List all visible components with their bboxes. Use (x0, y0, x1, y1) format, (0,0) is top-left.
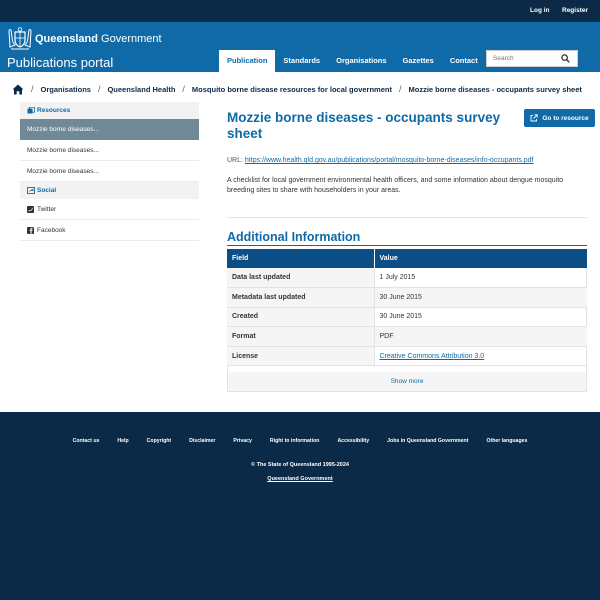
resource-description: A checklist for local government environmental health officers, and some information about dengue mosquito breeding sites to share with householders in your areas. (227, 177, 564, 194)
login-link[interactable]: Log in (530, 7, 550, 14)
facebook-label: Facebook (37, 226, 66, 234)
home-icon[interactable] (12, 84, 24, 95)
nav-organisations[interactable]: Organisations (336, 56, 387, 65)
table-cell-value: 30 June 2015 (374, 288, 587, 308)
table-row (227, 288, 587, 308)
breadcrumb (12, 82, 582, 96)
table-cell-value: 30 June 2015 (374, 307, 587, 327)
external-link-icon (530, 114, 538, 122)
additional-info-heading: Additional Information (227, 230, 361, 244)
portal-title[interactable]: Publications portal (7, 55, 114, 70)
table-row (227, 327, 587, 347)
twitter-label: Twitter (37, 205, 57, 213)
content-divider (227, 217, 587, 218)
share-icon (27, 187, 35, 194)
footer-link-accessibility[interactable]: Accessibility (337, 438, 370, 444)
main-nav (219, 50, 486, 72)
table-cell-field: Created (227, 307, 374, 327)
breadcrumb-separator: / (182, 84, 185, 94)
sidebar-resources-heading (20, 102, 199, 119)
license-link[interactable]: Creative Commons Attribution 3.0 (379, 352, 485, 360)
sidebar-social-heading (20, 182, 199, 199)
qld-crest-icon (6, 27, 34, 51)
breadcrumb-separator: / (97, 84, 101, 94)
site-footer (0, 412, 600, 600)
go-to-resource-label: Go to resource (542, 114, 589, 122)
show-more-button[interactable]: Show more (227, 372, 587, 392)
page-title: Mozzie borne diseases - occupants survey sheet (227, 110, 501, 141)
sidebar-social-facebook[interactable] (20, 220, 199, 241)
table-cell-field: Format (227, 327, 374, 347)
sidebar-social-twitter[interactable] (20, 199, 199, 220)
table-header-value: Value (374, 249, 587, 268)
facebook-icon (27, 227, 34, 234)
go-to-resource-button[interactable] (524, 109, 595, 127)
breadcrumb-separator: / (31, 84, 34, 94)
qld-government-wordmark: Queensland Government (35, 33, 162, 45)
search-box (486, 50, 578, 67)
footer-qg-link[interactable]: Queensland Government (267, 476, 333, 482)
breadcrumb-queensland-health[interactable]: Queensland Health (107, 84, 176, 94)
additional-info-underline (227, 245, 587, 246)
table-cell-value: PDF (374, 327, 587, 347)
breadcrumb-current[interactable]: Mozzie borne diseases - occupants survey sheet (408, 84, 582, 94)
breadcrumb-dataset[interactable]: Mosquito borne disease resources for local government (191, 84, 392, 94)
sidebar (20, 102, 199, 241)
footer-copyright: © The State of Queensland 1995-2024 (251, 462, 349, 468)
footer-link-disclaimer[interactable]: Disclaimer (189, 438, 216, 444)
footer-link-contact[interactable]: Contact us (72, 438, 100, 444)
additional-info-table (227, 249, 587, 366)
nav-contact[interactable]: Contact (449, 56, 478, 65)
sidebar-resource-item[interactable]: Mozzie borne diseases... (20, 161, 199, 182)
resource-url-link[interactable]: https://www.health.qld.gov.au/publications/portal/mosquito-borne-diseases/info-occupants.pdf (244, 157, 534, 164)
url-label: URL: (227, 157, 243, 164)
footer-link-jobs[interactable]: Jobs in Queensland Government (387, 438, 469, 444)
table-cell-field: Data last updated (227, 268, 374, 288)
table-cell-field: License (227, 346, 374, 366)
breadcrumb-separator: / (398, 84, 402, 94)
top-utility-bar (0, 0, 600, 22)
nav-standards[interactable]: Standards (283, 56, 321, 65)
sidebar-resource-item[interactable]: Mozzie borne diseases... (20, 119, 199, 140)
sidebar-resource-item[interactable]: Mozzie borne diseases... (20, 140, 199, 161)
sidebar-social-label: Social (37, 187, 57, 194)
footer-link-rti[interactable]: Right to information (269, 438, 320, 444)
table-cell-field: Metadata last updated (227, 288, 374, 308)
footer-link-copyright[interactable]: Copyright (146, 438, 172, 444)
copy-icon (27, 107, 35, 114)
footer-links (0, 438, 600, 444)
sidebar-resources-label: Resources (37, 107, 71, 114)
footer-link-privacy[interactable]: Privacy (233, 438, 252, 444)
resource-url-line (227, 157, 534, 164)
footer-link-languages[interactable]: Other languages (486, 438, 528, 444)
table-row (227, 346, 587, 366)
table-header-field: Field (227, 249, 374, 268)
nav-gazettes[interactable]: Gazettes (402, 56, 434, 65)
table-row (227, 307, 587, 327)
table-row (227, 268, 587, 288)
table-cell-value (374, 346, 587, 366)
nav-publication[interactable]: Publication (219, 50, 275, 72)
footer-link-help[interactable]: Help (117, 438, 129, 444)
breadcrumb-organisations[interactable]: Organisations (40, 84, 91, 94)
register-link[interactable]: Register (562, 7, 589, 14)
search-input[interactable] (487, 51, 561, 66)
table-cell-value: 1 July 2015 (374, 268, 587, 288)
twitter-icon (27, 206, 34, 213)
search-icon[interactable] (561, 54, 570, 63)
table-header-row (227, 249, 587, 268)
